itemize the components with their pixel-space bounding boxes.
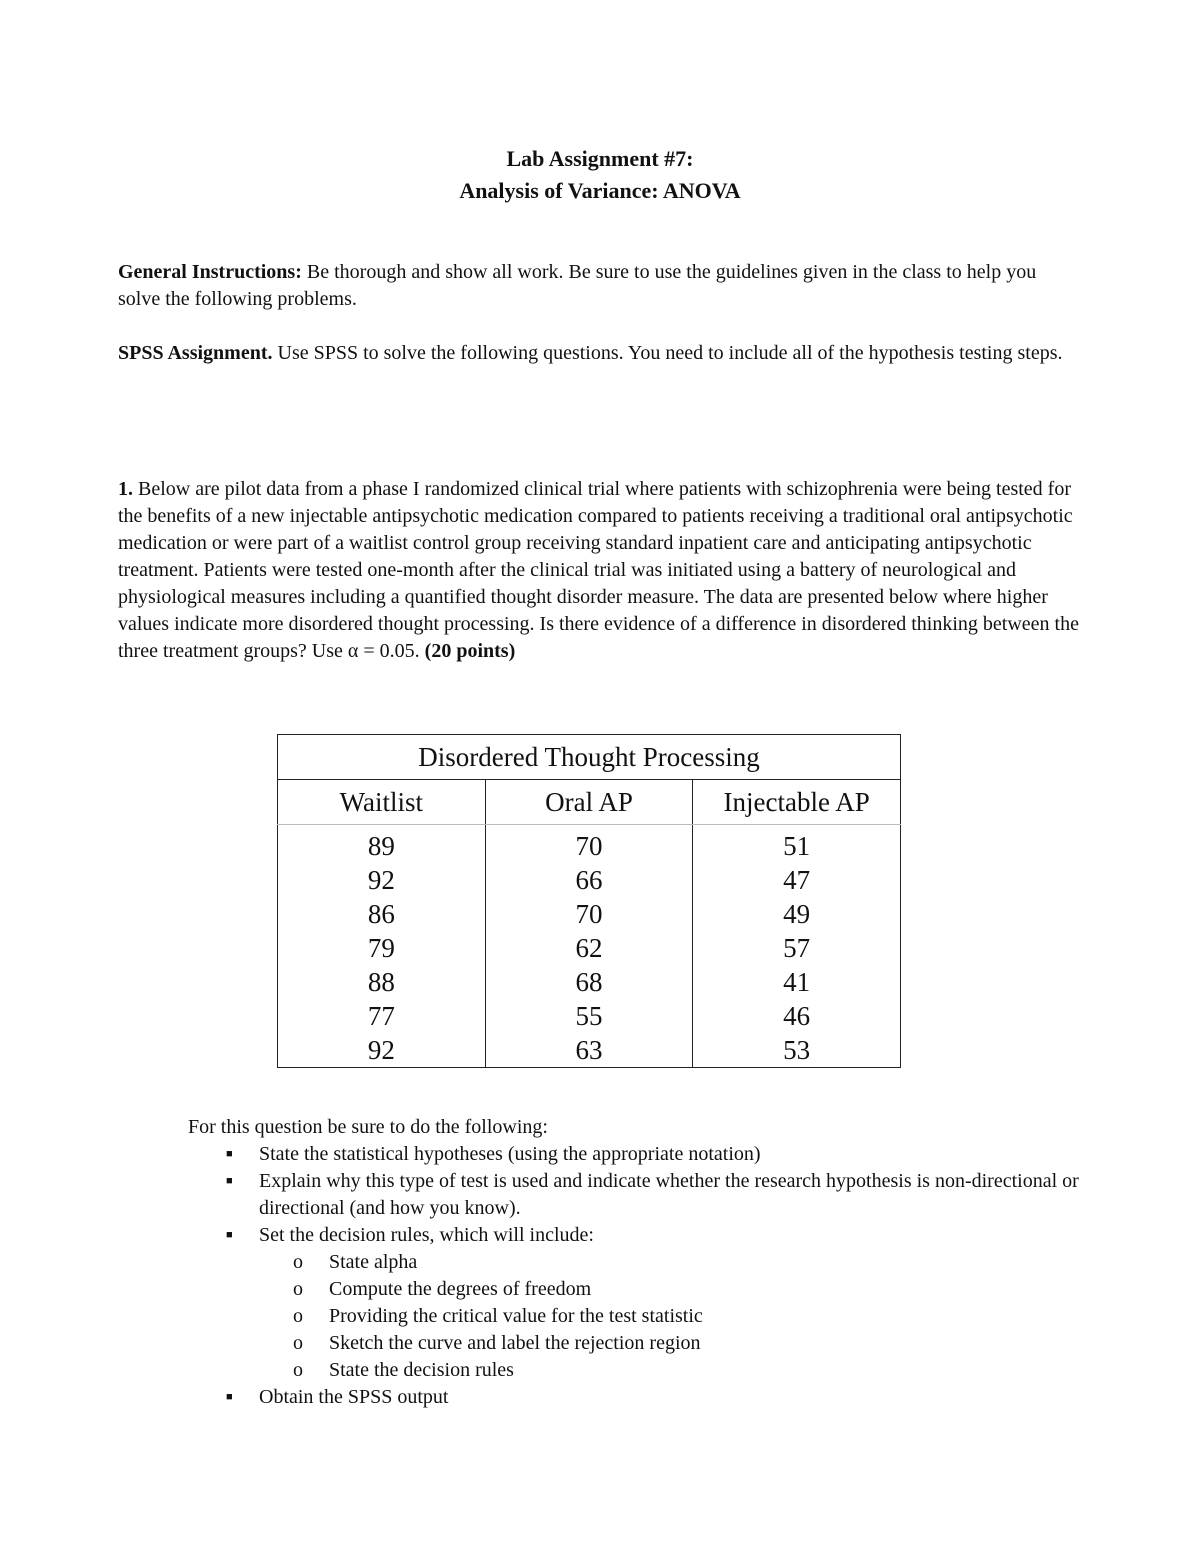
square-bullet-icon: ■ <box>226 1148 233 1160</box>
spss-assignment-text: Use SPSS to solve the following questions. You need to include all of the hypothesis testing steps. <box>272 342 1063 364</box>
question-text: Below are pilot data from a phase I randomized clinical trial where patients with schizophrenia were being tested for the benefits of a new injectable antipsychotic medication compared to patients receiving a traditional oral antipsychotic medication or were part of a waitlist control group receiving standard inpatient care and anticipating antipsychotic treatment. Patients were tested one-month after the clinical trial was initiated using a battery of neurological and physiological measures including a quantified thought disorder measure. The data are presented below where higher values indicate more disordered thought processing. Is there evidence of a difference in disordered thinking between the three treatment groups? Use α = 0.05. <box>118 478 1079 662</box>
sub-list-item-text: State alpha <box>329 1251 418 1273</box>
table-cell: 70 <box>485 897 693 931</box>
column-header-oral-ap: Oral AP <box>485 780 693 825</box>
table-cell: 79 <box>278 931 486 965</box>
table-cell: 77 <box>278 999 486 1033</box>
square-bullet-icon: ■ <box>226 1391 233 1403</box>
general-instructions-label: General Instructions: <box>118 261 302 283</box>
sub-list-item <box>222 1249 1082 1276</box>
sub-list-item-text: State the decision rules <box>329 1359 514 1381</box>
data-table <box>277 734 901 1068</box>
table-cell: 57 <box>693 931 901 965</box>
list-item-text: State the statistical hypotheses (using the appropriate notation) <box>259 1143 761 1165</box>
table-cell: 66 <box>485 863 693 897</box>
general-instructions-text: Be thorough and show all work. Be sure to use the guidelines given in the class to help you solve the following problems. <box>118 261 1037 310</box>
table-cell: 46 <box>693 999 901 1033</box>
table-caption: Disordered Thought Processing <box>278 735 901 780</box>
table-row <box>278 825 901 864</box>
table-cell: 86 <box>278 897 486 931</box>
table-cell: 70 <box>485 825 693 864</box>
table-cell: 41 <box>693 965 901 999</box>
sub-list-item <box>222 1303 1082 1330</box>
list-item-text: Obtain the SPSS output <box>259 1386 449 1408</box>
question-number: 1. <box>118 478 133 500</box>
list-item-text: Explain why this type of test is used and indicate whether the research hypothesis is non-directional or directional (and how you know). <box>259 1170 1079 1219</box>
list-item <box>222 1222 1082 1249</box>
instructions-intro: For this question be sure to do the following: <box>188 1116 548 1138</box>
table-row <box>278 863 901 897</box>
table-cell: 49 <box>693 897 901 931</box>
table-row <box>278 999 901 1033</box>
table-cell: 62 <box>485 931 693 965</box>
question-points: (20 points) <box>424 640 516 662</box>
table-cell: 51 <box>693 825 901 864</box>
general-instructions <box>118 259 1083 313</box>
circle-bullet-icon: o <box>293 1332 303 1354</box>
table-row <box>278 931 901 965</box>
table-cell: 68 <box>485 965 693 999</box>
table-cell: 47 <box>693 863 901 897</box>
instructions-list <box>222 1141 1082 1411</box>
title-line-1: Lab Assignment #7: <box>506 146 694 171</box>
sub-list-item <box>222 1276 1082 1303</box>
table-row <box>278 897 901 931</box>
circle-bullet-icon: o <box>293 1359 303 1381</box>
sub-list-item-text: Providing the critical value for the test statistic <box>329 1305 703 1327</box>
list-item <box>222 1384 1082 1411</box>
list-item <box>222 1141 1082 1168</box>
circle-bullet-icon: o <box>293 1251 303 1273</box>
square-bullet-icon: ■ <box>226 1229 233 1241</box>
table-cell: 55 <box>485 999 693 1033</box>
table-cell: 92 <box>278 863 486 897</box>
table-cell: 92 <box>278 1033 486 1068</box>
list-item <box>222 1168 1082 1222</box>
column-header-injectable-ap: Injectable AP <box>693 780 901 825</box>
table-cell: 53 <box>693 1033 901 1068</box>
spss-assignment-label: SPSS Assignment. <box>118 342 273 364</box>
circle-bullet-icon: o <box>293 1305 303 1327</box>
table-cell: 89 <box>278 825 486 864</box>
table-row <box>278 965 901 999</box>
spss-assignment <box>118 340 1083 367</box>
sub-list-item-text: Compute the degrees of freedom <box>329 1278 592 1300</box>
list-item-text: Set the decision rules, which will include: <box>259 1224 594 1246</box>
table-cell: 88 <box>278 965 486 999</box>
question-1 <box>118 476 1083 665</box>
sub-list-item <box>222 1357 1082 1384</box>
table-row <box>278 1033 901 1068</box>
square-bullet-icon: ■ <box>226 1175 233 1187</box>
circle-bullet-icon: o <box>293 1278 303 1300</box>
sub-list-item-text: Sketch the curve and label the rejection region <box>329 1332 701 1354</box>
table-cell: 63 <box>485 1033 693 1068</box>
column-header-waitlist: Waitlist <box>278 780 486 825</box>
sub-list-item <box>222 1330 1082 1357</box>
title-line-2: Analysis of Variance: ANOVA <box>459 178 741 203</box>
